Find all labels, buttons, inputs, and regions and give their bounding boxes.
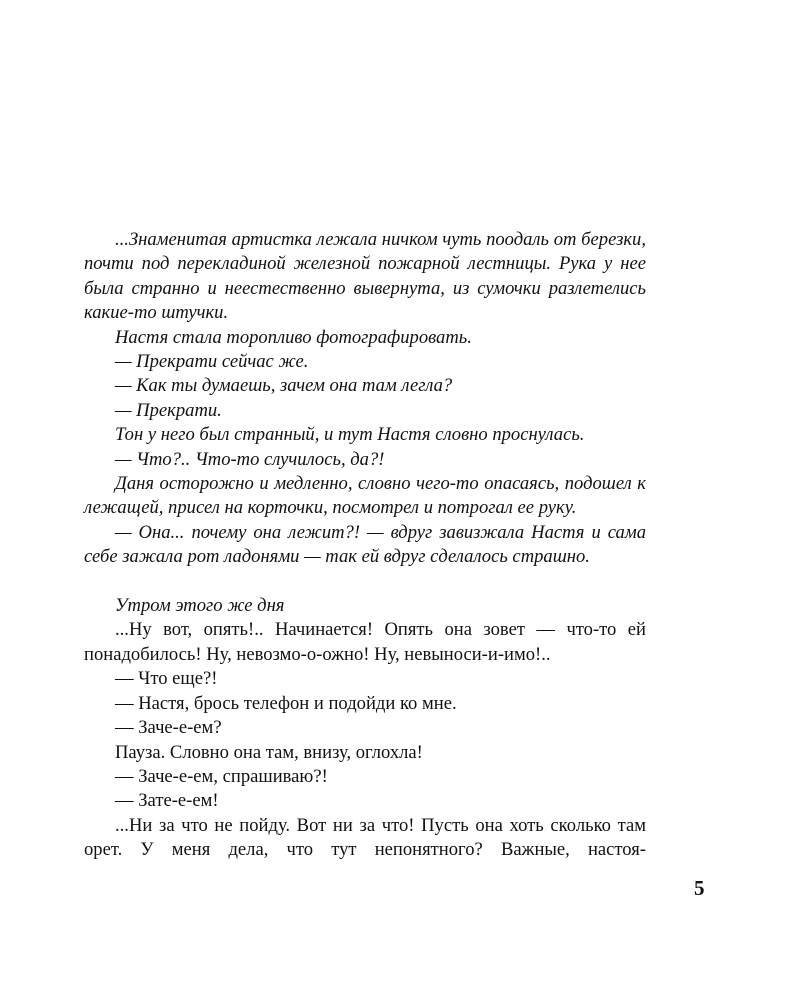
paragraph: ...Знаменитая артистка лежала ничком чуть поодаль от березки, почти под перекладиной железной пожарной лестницы. Рука у нее была странно и неестественно вывернута, из сумочки разлетелись какие-то штучки. [84, 229, 646, 324]
paragraph: Даня осторожно и медленно, словно чего-то опасаясь, подошел к лежащей, присел на корточки, посмотрел и потрогал ее руку. [84, 473, 646, 519]
paragraph: Пауза. Словно она там, внизу, оглохла! [115, 741, 423, 763]
dialogue-line: — Заче-е-ем? [115, 717, 222, 739]
paragraph: Тон у него был странный, и тут Настя словно проснулась. [115, 424, 585, 446]
dialogue-line: — Что еще?! [115, 668, 218, 690]
dialogue-line: — Прекрати сейчас же. [115, 351, 309, 373]
paragraph: — Она... почему она лежит?! — вдруг завизжала Настя и сама себе зажала рот ладонями — так ей вдруг сделалось страшно. [84, 521, 646, 568]
paragraph: ...Ни за что не пойду. Вот ни за что! Пусть она хоть сколько там орет. У меня дела, что тут непонятного? Важные, настоя- [84, 814, 646, 861]
page-number: 5 [694, 876, 705, 900]
section-heading: Утром этого же дня [115, 595, 285, 617]
book-text [84, 228, 646, 863]
dialogue-line: — Что?.. Что-то случилось, да?! [115, 448, 385, 470]
main-passage [84, 618, 646, 862]
dialogue-line: — Настя, брось телефон и подойди ко мне. [115, 692, 457, 714]
dialogue-line: — Заче-е-ем, спрашиваю?! [115, 765, 328, 787]
paragraph: ...Ну вот, опять!.. Начинается! Опять она зовет — что-то ей понадобилось! Ну, невозмо-о-ожно! Ну, невыноси-и-имо!.. [84, 619, 646, 665]
dialogue-line: — Зате-е-ем! [115, 790, 219, 812]
dialogue-line: — Как ты думаешь, зачем она там легла? [115, 375, 453, 397]
flashback-passage [84, 228, 646, 570]
dialogue-line: — Прекрати. [115, 399, 222, 421]
paragraph: Настя стала торопливо фотографировать. [115, 326, 472, 348]
